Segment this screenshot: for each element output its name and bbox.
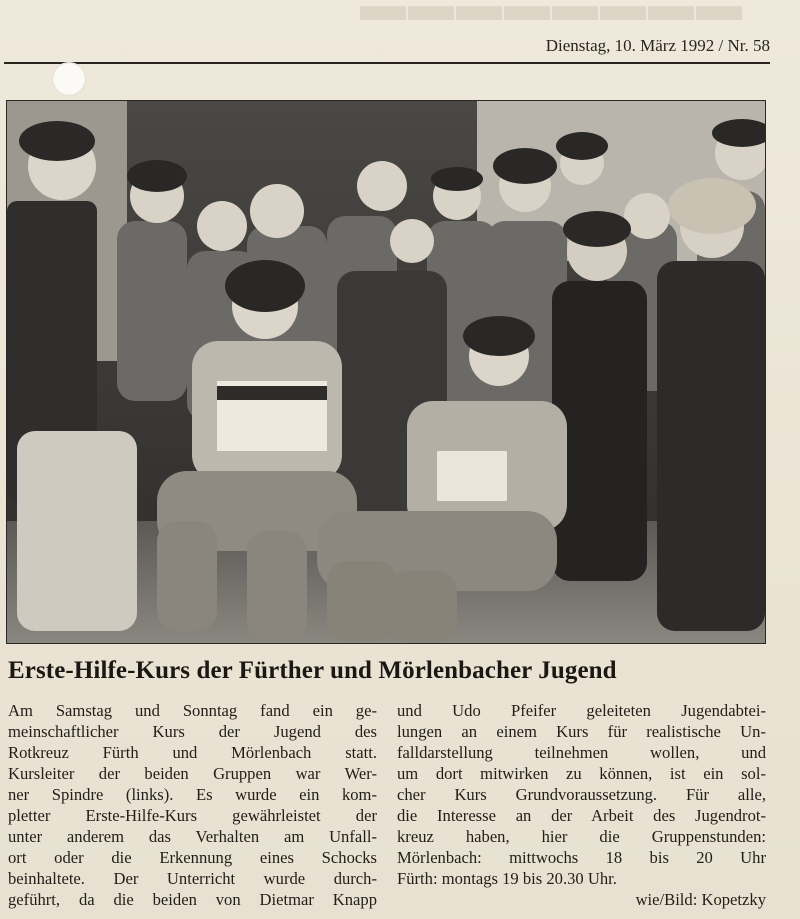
body-line: Kursleiter der beiden Gruppen war Wer- bbox=[8, 764, 377, 783]
body-line: beinhaltete. Der Unterricht wurde durch- bbox=[8, 869, 377, 888]
body-line: die Interesse an der Arbeit des Jugendrot- bbox=[397, 806, 766, 825]
body-line: ort oder die Erkennung eines Schocks bbox=[8, 848, 377, 867]
body-line: Am Samstag und Sonntag fand ein ge- bbox=[8, 701, 377, 720]
body-line: cher Kurs Grundvoraussetzung. Für alle, bbox=[397, 785, 766, 804]
body-line: kreuz haben, hier die Gruppenstunden: bbox=[397, 827, 766, 846]
body-line: geführt, da die beiden von Dietmar Knapp bbox=[8, 890, 377, 909]
article-headline: Erste-Hilfe-Kurs der Fürther und Mörlenbacher Jugend bbox=[8, 657, 617, 684]
body-line: unter anderem das Verhalten am Unfall- bbox=[8, 827, 377, 846]
dateline: Dienstag, 10. März 1992 / Nr. 58 bbox=[545, 36, 770, 55]
body-line: Mörlenbach: mittwochs 18 bis 20 Uhr bbox=[397, 848, 766, 867]
body-line: Rotkreuz Fürth und Mörlenbach statt. bbox=[8, 743, 377, 762]
photo-credit: wie/Bild: Kopetzky bbox=[635, 890, 766, 909]
body-line: Fürth: montags 19 bis 20.30 Uhr. bbox=[397, 869, 617, 888]
body-line: pletter Erste-Hilfe-Kurs gewährleistet der bbox=[8, 806, 377, 825]
body-line: um dort mitwirken zu können, ist ein sol- bbox=[397, 764, 766, 783]
body-line: meinschaftlicher Kurs der Jugend des bbox=[8, 722, 377, 741]
body-line: falldarstellung teilnehmen wollen, und bbox=[397, 743, 766, 762]
punch-hole-top bbox=[52, 62, 86, 96]
body-line: ner Spindre (links). Es wurde ein kom- bbox=[8, 785, 377, 804]
group-photo bbox=[6, 100, 766, 644]
body-line: und Udo Pfeifer geleiteten Jugendabtei- bbox=[397, 701, 766, 720]
group-photo-illustration bbox=[7, 101, 765, 643]
article-body-right-column bbox=[397, 700, 766, 910]
bleed-through-masthead: ▬▬▬▬▬▬▬▬ bbox=[360, 0, 744, 30]
body-line: lungen an einem Kurs für realistische Un- bbox=[397, 722, 766, 741]
article-body-left-column bbox=[8, 700, 377, 910]
header-rule bbox=[4, 62, 770, 64]
